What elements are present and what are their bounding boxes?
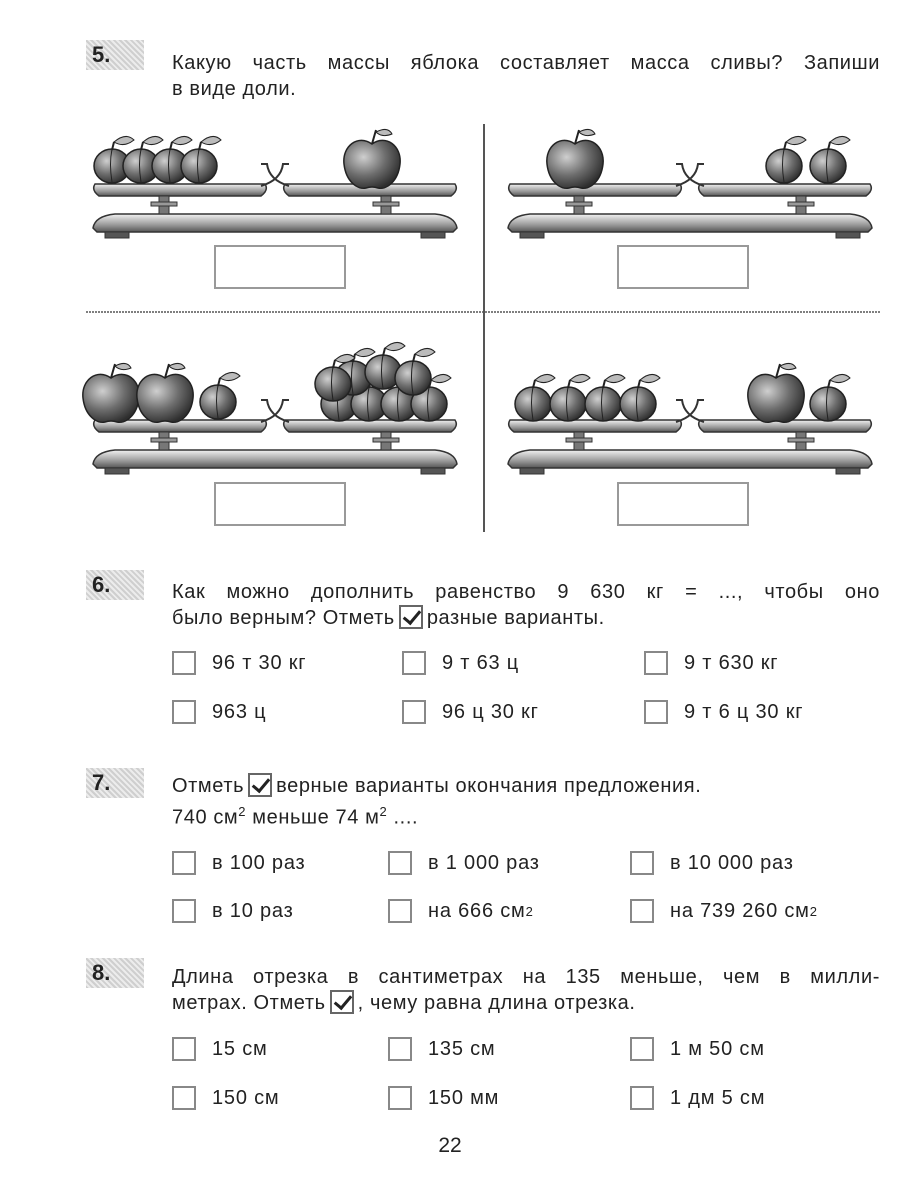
q7-option-5[interactable] — [388, 899, 534, 923]
question-number-6: 6. — [86, 570, 144, 600]
q6-option-5[interactable] — [402, 700, 539, 724]
superscript: 2 — [379, 804, 388, 819]
q7-line2c: .... — [387, 806, 419, 829]
checkbox[interactable] — [388, 1086, 412, 1110]
checkbox[interactable] — [630, 899, 654, 923]
option-label: 96 ц 30 кг — [442, 700, 539, 723]
option-label: в 10 000 раз — [670, 851, 794, 874]
q6-line2b: разные варианты. — [426, 607, 605, 629]
q6-option-1[interactable] — [172, 651, 306, 675]
q8-line2b: , чему равна длина отрезка. — [357, 992, 636, 1014]
checkbox[interactable] — [402, 651, 426, 675]
checkmark-icon — [330, 990, 354, 1014]
checkbox[interactable] — [172, 1086, 196, 1110]
checkbox[interactable] — [402, 700, 426, 724]
q7-option-6[interactable] — [630, 899, 818, 923]
question-7-text — [172, 773, 701, 831]
question-number-8: 8. — [86, 958, 144, 988]
q7-line2a: 740 см — [172, 806, 239, 829]
answer-box-3[interactable] — [214, 482, 346, 526]
option-label: 15 см — [212, 1037, 268, 1060]
q6-option-6[interactable] — [644, 700, 803, 724]
checkbox[interactable] — [388, 899, 412, 923]
option-label: 96 т 30 кг — [212, 651, 307, 674]
question-number-5: 5. — [86, 40, 144, 70]
q5-line1: Какую часть массы яблока составляет масса сливы? Запиши — [172, 52, 880, 74]
option-label: 1 дм 5 см — [670, 1086, 766, 1109]
checkbox[interactable] — [172, 651, 196, 675]
q7-option-2[interactable] — [388, 851, 540, 875]
option-label: в 1 000 раз — [428, 851, 540, 874]
scale-4 — [508, 363, 872, 474]
q7-option-4[interactable] — [172, 899, 294, 923]
answer-box-1[interactable] — [214, 245, 346, 289]
checkbox[interactable] — [630, 851, 654, 875]
checkbox[interactable] — [630, 1037, 654, 1061]
answer-box-2[interactable] — [617, 245, 749, 289]
checkbox[interactable] — [388, 1037, 412, 1061]
superscript: 2 — [238, 804, 247, 819]
q6-line2a: было верным? Отметь — [172, 607, 395, 629]
checkmark-icon — [399, 605, 423, 629]
q6-option-4[interactable] — [172, 700, 266, 724]
q8-option-1[interactable] — [172, 1037, 268, 1061]
question-number-7: 7. — [86, 768, 144, 798]
q8-option-6[interactable] — [630, 1086, 765, 1110]
q5-line2: в виде доли. — [172, 78, 297, 100]
checkbox[interactable] — [644, 700, 668, 724]
option-label: 135 см — [428, 1037, 496, 1060]
q7-line2b: меньше 74 м — [246, 806, 380, 829]
option-label: 150 см — [212, 1086, 280, 1109]
checkmark-icon — [248, 773, 272, 797]
checkbox[interactable] — [172, 851, 196, 875]
q6-line1: Как можно дополнить равенство 9 630 кг = ..., чтобы оно — [172, 581, 880, 603]
question-6-text — [172, 579, 880, 631]
option-label: 150 мм — [428, 1086, 500, 1109]
q7-option-3[interactable] — [630, 851, 794, 875]
page-number: 22 — [438, 1134, 462, 1157]
option-label: на 666 см — [428, 899, 526, 922]
q8-option-5[interactable] — [388, 1086, 499, 1110]
q7-option-1[interactable] — [172, 851, 306, 875]
checkbox[interactable] — [172, 899, 196, 923]
scale-1 — [93, 129, 457, 238]
checkbox[interactable] — [644, 651, 668, 675]
option-label: на 739 260 см — [670, 899, 810, 922]
scale-3 — [83, 342, 457, 474]
q8-line1: Длина отрезка в сантиметрах на 135 меньше, чем в милли- — [172, 966, 880, 988]
scale-2 — [508, 129, 872, 238]
checkbox[interactable] — [172, 700, 196, 724]
superscript: 2 — [809, 903, 818, 919]
q7-line1a: Отметь — [172, 775, 245, 797]
q8-option-3[interactable] — [630, 1037, 765, 1061]
q6-option-2[interactable] — [402, 651, 519, 675]
option-label: в 100 раз — [212, 851, 306, 874]
superscript: 2 — [525, 903, 534, 919]
q6-option-3[interactable] — [644, 651, 778, 675]
option-label: 1 м 50 см — [670, 1037, 765, 1060]
checkbox[interactable] — [388, 851, 412, 875]
answer-box-4[interactable] — [617, 482, 749, 526]
checkbox[interactable] — [172, 1037, 196, 1061]
option-label: 9 т 630 кг — [684, 651, 779, 674]
option-label: в 10 раз — [212, 899, 294, 922]
option-label: 9 т 6 ц 30 кг — [684, 700, 804, 723]
checkbox[interactable] — [630, 1086, 654, 1110]
q8-option-2[interactable] — [388, 1037, 495, 1061]
q8-line2a: метрах. Отметь — [172, 992, 326, 1014]
option-label: 963 ц — [212, 700, 267, 723]
option-label: 9 т 63 ц — [442, 651, 520, 674]
q8-option-4[interactable] — [172, 1086, 279, 1110]
question-8-text — [172, 964, 880, 1016]
q7-line1b: верные варианты окончания предложения. — [276, 775, 702, 797]
